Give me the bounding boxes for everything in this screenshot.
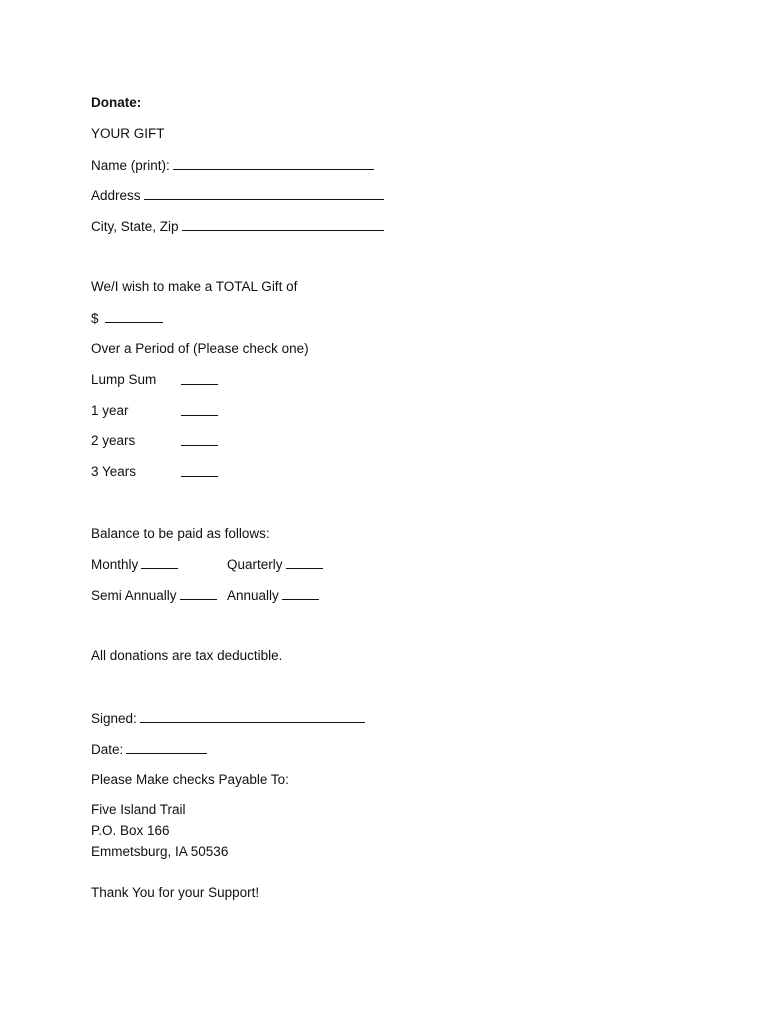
payable-label: Please Make checks Payable To: xyxy=(91,772,289,787)
date-label: Date: xyxy=(91,742,124,757)
balance-label: Balance to be paid as follows: xyxy=(91,526,270,541)
period-option-label: Lump Sum xyxy=(91,372,157,387)
monthly-field[interactable] xyxy=(141,555,178,569)
signed-label: Signed: xyxy=(91,711,137,726)
three-years-check-field[interactable] xyxy=(181,463,218,477)
signed-row xyxy=(91,709,365,728)
thank-you-note: Thank You for your Support! xyxy=(91,885,260,900)
period-option-label: 3 Years xyxy=(91,464,137,479)
quarterly-label: Quarterly xyxy=(227,557,283,572)
semi-annually-field[interactable] xyxy=(180,586,217,600)
tax-note: All donations are tax deductible. xyxy=(91,648,283,663)
total-gift-label: We/I wish to make a TOTAL Gift of xyxy=(91,279,298,294)
period-option-label: 1 year xyxy=(91,403,129,418)
monthly-row xyxy=(91,555,178,574)
period-option-3-years xyxy=(91,463,136,481)
period-option-lump-sum xyxy=(91,371,156,389)
name-row xyxy=(91,156,374,175)
annually-label: Annually xyxy=(227,588,279,603)
address-field[interactable] xyxy=(144,186,384,200)
annually-row xyxy=(227,586,319,605)
period-option-label: 2 years xyxy=(91,433,136,448)
quarterly-row xyxy=(227,555,323,574)
city-state-zip-field[interactable] xyxy=(182,217,384,231)
one-year-check-field[interactable] xyxy=(181,402,218,416)
your-gift-heading: YOUR GIFT xyxy=(91,126,165,141)
gift-amount-row xyxy=(91,309,163,328)
annually-field[interactable] xyxy=(282,586,319,600)
city-row xyxy=(91,217,384,236)
city-state-zip-label: City, State, Zip xyxy=(91,219,179,234)
date-field[interactable] xyxy=(126,740,207,754)
payee-po-box: P.O. Box 166 xyxy=(91,823,170,838)
date-row xyxy=(91,740,207,759)
address-row xyxy=(91,186,384,205)
name-field[interactable] xyxy=(173,156,374,170)
signature-field[interactable] xyxy=(140,709,365,723)
form-heading: Donate: xyxy=(91,95,142,110)
payee-city: Emmetsburg, IA 50536 xyxy=(91,844,229,859)
monthly-label: Monthly xyxy=(91,557,139,572)
address-label: Address xyxy=(91,188,141,203)
period-label: Over a Period of (Please check one) xyxy=(91,341,309,356)
two-years-check-field[interactable] xyxy=(181,432,218,446)
lump-sum-check-field[interactable] xyxy=(181,371,218,385)
period-option-2-years xyxy=(91,432,135,450)
gift-amount-field[interactable] xyxy=(105,309,163,323)
period-option-1-year xyxy=(91,402,129,420)
semi-annually-row xyxy=(91,586,217,605)
dollar-sign: $ xyxy=(91,311,99,326)
quarterly-field[interactable] xyxy=(286,555,323,569)
name-label: Name (print): xyxy=(91,158,170,173)
semi-annually-label: Semi Annually xyxy=(91,588,177,603)
payee-name: Five Island Trail xyxy=(91,802,186,817)
